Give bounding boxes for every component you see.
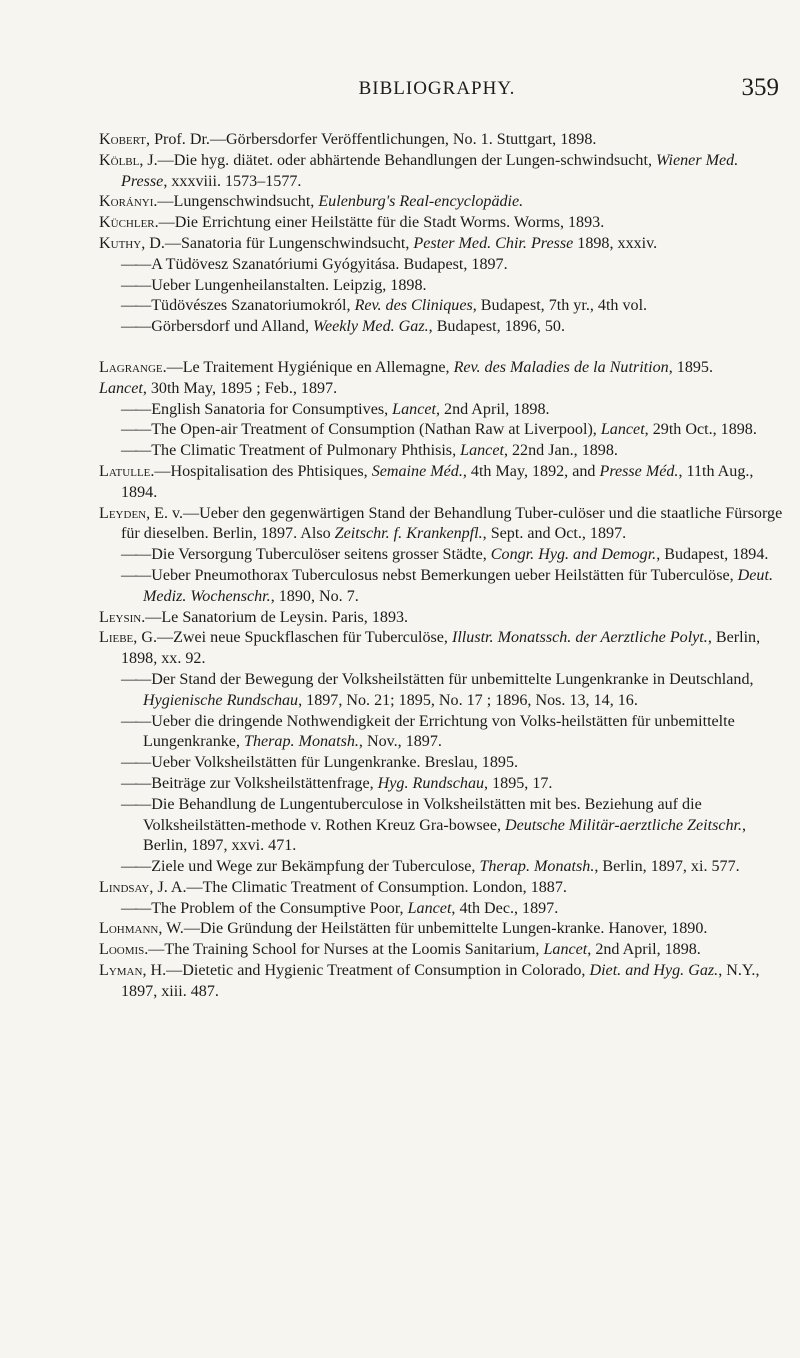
journal-title: Hygienische Rundschau [143,691,299,709]
ditto-dash: —— [121,774,152,792]
journal-title: Illustr. Monatssch. der Aerztliche Polyt. [451,629,708,647]
bibliography-list [99,130,785,1003]
bibliography-entry: —— The Climatic Treatment of Pulmonary Phthisis, Lancet, 22nd Jan., 1898. [121,442,618,460]
journal-title: Rev. des Maladies de la Nutrition [453,358,669,376]
entry-author: Liebe [99,629,134,647]
bibliography-entry: Kuthy, D.—Sanatoria für Lungenschwindsucht, Pester Med. Chir. Presse 1898, xxxiv. [99,234,658,252]
bibliography-entry: Lohmann, W.—Die Gründung der Heilstätten für unbemittelte Lungen-kranke. Hanover, 1890. [99,920,708,938]
bibliography-entry: —— Ziele und Wege zur Bekämpfung der Tuberculose, Therap. Monatsh., Berlin, 1897, xi. 577. [121,858,740,876]
journal-title: Rev. des Cliniques [354,297,473,315]
journal-title: Lancet [392,400,436,418]
bibliography-entry: Lyman, H.—Dietetic and Hygienic Treatment of Consumption in Colorado, Diet. and Hyg. Gaz., N.Y., 1897, xiii. 487. [99,962,760,1000]
ditto-dash: —— [121,566,152,584]
ditto-dash: —— [121,712,152,730]
journal-title: Congr. Hyg. and Demogr. [490,546,657,564]
bibliography-entry: Liebe, G.—Zwei neue Spuckflaschen für Tuberculöse, Illustr. Monatssch. der Aerztliche Polyt., Berlin, 1898, xx. 92. [99,629,761,668]
journal-title: Lancet [407,899,452,917]
ditto-dash: —— [121,858,152,876]
bibliography-entry: —— Der Stand der Bewegung der Volksheilstätten für unbemittelte Lungenkranke in Deutschland, Hygienische Rundschau, 1897, No. 21; 1895, No. 17 ; 1896, Nos. 13, 14, 16. [121,670,754,709]
entry-author: Latulle [99,462,151,480]
bibliography-entry: —— Ueber Lungenheilanstalten. Leipzig, 1898. [121,276,427,294]
section-gap [99,338,785,358]
ditto-dash: —— [121,297,152,315]
entry-author: Kobert [99,131,147,148]
bibliography-entry: —— A Tüdövesz Szanatóriumi Gyógyitása. Budapest, 1897. [121,255,508,273]
bibliography-entry: —— Ueber die dringende Nothwendigkeit der Errichtung von Volks-heilstätten für unbemittelte Lungenkranke, Therap. Monatsh., Nov., 1897. [121,712,735,751]
bibliography-entry: Leysin.—Le Sanatorium de Leysin. Paris, 1893. [99,608,409,626]
ditto-dash: —— [121,400,152,418]
bibliography-entry: Leyden, E. v.—Ueber den gegenwärtigen Stand der Behandlung Tuber-culöser und die staatliche Fürsorge für dieselben. Berlin, 1897. Also Zeitschr. f. Krankenpfl., Sept. and Oct., 1897. [99,504,783,543]
journal-title: Therap. Monatsh. [479,858,595,876]
entry-author: Korányi [99,193,154,211]
journal-title: Eulenburg's Real-encyclopädie. [318,193,524,211]
entry-author: Leyden [99,504,147,522]
journal-title: Zeitschr. f. Krankenpfl. [334,525,483,543]
journal-title: Therap. Monatsh. [244,733,359,751]
ditto-dash: —— [121,442,152,460]
ditto-dash: —— [121,276,152,294]
journal-title: Presse Méd. [599,462,679,480]
entry-author: Lindsay [99,878,150,896]
bibliography-entry: Lindsay, J. A.—The Climatic Treatment of Consumption. London, 1887. [99,878,567,896]
bibliography-entry: Loomis.—The Training School for Nurses at the Loomis Sanitarium, Lancet, 2nd April, 1898. [99,941,701,959]
running-header [95,74,779,110]
journal-title: Lancet [460,442,504,460]
bibliography-entry: Lagrange.—Le Traitement Hygiénique en Allemagne, Rev. des Maladies de la Nutrition, 1895. [99,358,713,376]
bibliography-entry: —— Beiträge zur Volksheilstättenfrage, Hyg. Rundschau, 1895, 17. [121,774,553,792]
journal-title: Wiener Med. Presse [121,151,739,190]
entry-author: Kölbl [99,151,140,169]
page-title: BIBLIOGRAPHY. [358,78,516,99]
bibliography-entry: Lancet, 30th May, 1895 ; Feb., 1897. [99,379,338,397]
bibliography-entry: —— English Sanatoria for Consumptives, Lancet, 2nd April, 1898. [121,400,550,418]
bibliography-entry: —— The Problem of the Consumptive Poor, Lancet, 4th Dec., 1897. [121,899,559,917]
entry-author: Loomis [99,941,145,959]
journal-title: Pester Med. Chir. Presse [413,234,574,252]
entry-author: Lohmann [99,920,159,938]
bibliography-entry: —— The Open-air Treatment of Consumption (Nathan Raw at Liverpool), Lancet, 29th Oct., 1898. [121,421,757,439]
bibliography-entry: —— Ueber Volksheilstätten für Lungenkranke. Breslau, 1895. [121,754,519,772]
bibliography-entry: —— Ueber Pneumothorax Tuberculosus nebst Bemerkungen ueber Heilstätten für Tuberculöse, Deut. Mediz. Wochenschr., 1890, No. 7. [121,566,773,605]
bibliography-entry: Kobert, Prof. Dr.—Görbersdorfer Veröffentlichungen, No. 1. Stuttgart, 1898. [99,131,597,148]
journal-title: Hyg. Rundschau [377,774,485,792]
entry-author: Küchler [99,214,155,232]
bibliography-entry: —— Die Behandlung de Lungentuberculose in Volksheilstätten mit bes. Beziehung auf die Volksheilstätten-methode v. Rothen Kreuz Gra-bowsee, Deutsche Militär-aerztliche Zeitschr., Berlin, 1897, xxvi. 471. [121,795,747,855]
bibliography-entry: —— Tüdövészes Szanatoriumokról, Rev. des Cliniques, Budapest, 7th yr., 4th vol. [121,297,648,315]
bibliography-entry: —— Görbersdorf und Alland, Weekly Med. Gaz., Budapest, 1896, 50. [121,318,565,336]
ditto-dash: —— [121,421,152,439]
journal-title: Deutsche Militär-aerztliche Zeitschr. [505,816,743,834]
journal-title: Deut. Mediz. Wochenschr. [143,566,773,605]
journal-title: Weekly Med. Gaz. [313,318,429,336]
journal-title: Diet. and Hyg. Gaz. [589,962,719,980]
ditto-dash: —— [121,670,152,688]
ditto-dash: —— [121,255,152,273]
entry-author: Kuthy [99,234,142,252]
entry-author: Leysin [99,608,142,626]
journal-title: Semaine Méd. [371,462,463,480]
page-number: 359 [741,74,779,101]
ditto-dash: —— [121,795,152,813]
ditto-dash: —— [121,318,152,336]
journal-title: Lancet [543,941,588,959]
bibliography-entry: Latulle.—Hospitalisation des Phtisiques, Semaine Méd., 4th May, 1892, and Presse Méd., 11th Aug., 1894. [99,462,754,501]
ditto-dash: —— [121,899,152,917]
journal-title: Lancet [99,379,143,397]
journal-title: Lancet [600,421,645,439]
bibliography-entry: —— Die Versorgung Tuberculöser seitens grosser Städte, Congr. Hyg. and Demogr., Budapest, 1894. [121,546,769,564]
bibliography-entry: Küchler.—Die Errichtung einer Heilstätte für die Stadt Worms. Worms, 1893. [99,214,605,232]
bibliography-entry: Kölbl, J.—Die hyg. diätet. oder abhärtende Behandlungen der Lungen-schwindsucht, Wiener Med. Presse, xxxviii. 1573–1577. [99,151,739,190]
entry-author: Lyman [99,962,143,980]
bibliography-entry: Korányi.—Lungenschwindsucht, Eulenburg's Real-encyclopädie. [99,193,524,211]
entry-author: Lagrange [99,358,163,376]
ditto-dash: —— [121,754,152,772]
ditto-dash: —— [121,546,152,564]
